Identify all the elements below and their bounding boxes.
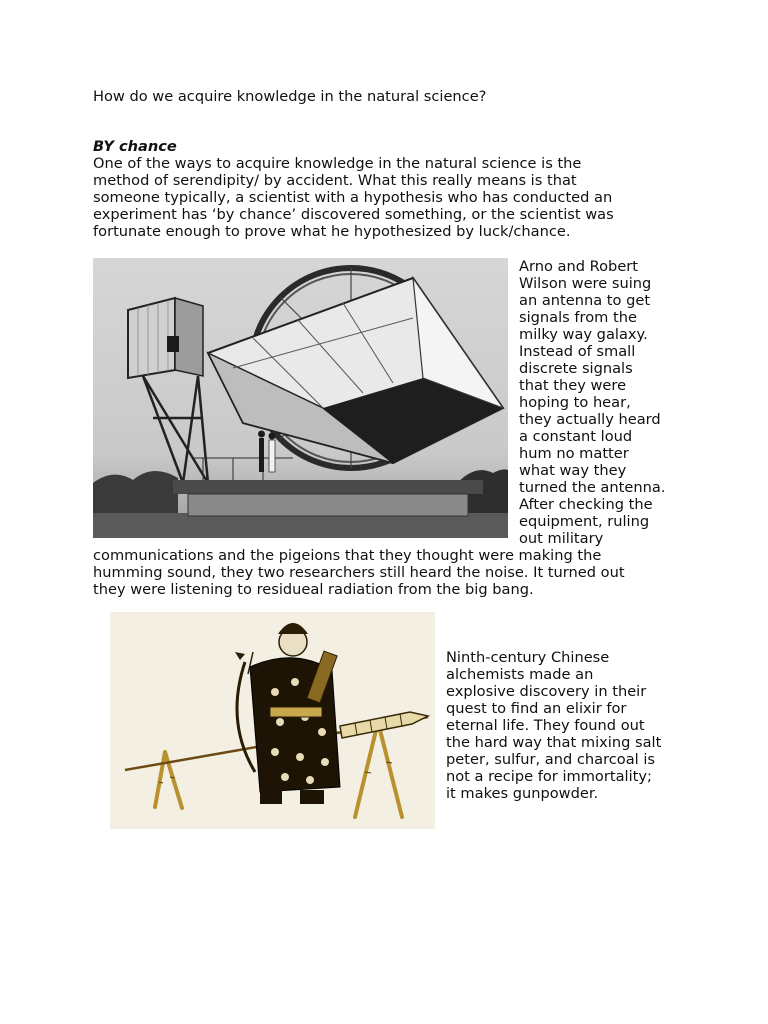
text-line: quest to find an elixir for	[446, 700, 627, 717]
text-line: a constant loud	[519, 428, 633, 445]
text-line: After checking the	[519, 496, 653, 513]
section-heading: BY chance	[93, 138, 177, 155]
text-line: out military	[519, 530, 604, 547]
text-line: discrete signals	[519, 360, 633, 377]
text-line: hoping to hear,	[519, 394, 631, 411]
antenna-text-continued	[93, 547, 693, 598]
text-line: it makes gunpowder.	[446, 785, 599, 802]
antenna-text	[519, 258, 694, 547]
text-line: they actually heard	[519, 411, 661, 428]
text-line: the hard way that mixing salt	[446, 734, 662, 751]
text-line: an antenna to get	[519, 292, 651, 309]
text-line: someone typically, a scientist with a hypothesis who has conducted an	[93, 189, 613, 206]
text-line: equipment, ruling	[519, 513, 650, 530]
text-line: experiment has ‘by chance’ discovered something, or the scientist was	[93, 206, 614, 223]
text-line: explosive discovery in their	[446, 683, 647, 700]
text-line: what way they	[519, 462, 627, 479]
text-line: method of serendipity/ by accident. What this really means is that	[93, 172, 577, 189]
page-question: How do we acquire knowledge in the natural science?	[93, 88, 487, 105]
text-line: communications and the pigeions that they thought were making the	[93, 547, 602, 564]
text-line: Instead of small	[519, 343, 636, 360]
text-line: not a recipe for immortality;	[446, 768, 652, 785]
text-line: they were listening to residueal radiation from the big bang.	[93, 581, 534, 598]
chinese-rocket-illustration	[110, 612, 435, 829]
text-line: peter, sulfur, and charcoal is	[446, 751, 656, 768]
text-line: One of the ways to acquire knowledge in the natural science is the	[93, 155, 582, 172]
text-line: alchemists made an	[446, 666, 594, 683]
text-line: fortunate enough to prove what he hypothesized by luck/chance.	[93, 223, 571, 240]
text-line: Ninth-century Chinese	[446, 649, 610, 666]
text-line: that they were	[519, 377, 627, 394]
gunpowder-text	[446, 649, 696, 802]
text-line: Wilson were suing	[519, 275, 652, 292]
text-line: turned the antenna.	[519, 479, 666, 496]
text-line: humming sound, they two researchers still heard the noise. It turned out	[93, 564, 625, 581]
intro-paragraph	[93, 155, 673, 240]
text-line: eternal life. They found out	[446, 717, 645, 734]
horn-antenna-photo	[93, 258, 508, 538]
text-line: milky way galaxy.	[519, 326, 648, 343]
text-line: Arno and Robert	[519, 258, 639, 275]
text-line: signals from the	[519, 309, 637, 326]
text-line: hum no matter	[519, 445, 629, 462]
